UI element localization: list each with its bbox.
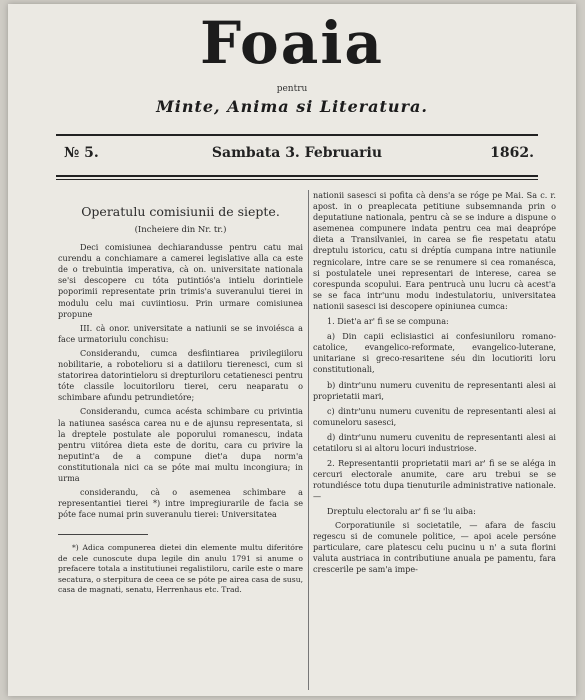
newspaper-subtitle: Minte, Anima si Literatura.: [156, 97, 428, 116]
paragraph: Considerandu, cumca desfiintiarea privilegiiloru nobilitarie, a robotelioru si a datiiloru tierenesci, cum si statorirea datorintieloru si drepturiloru cetatienesci pentru tóte classile locuitoriloru tierei, ceru neaparatu o schimbare afundu petrundietóre;: [58, 347, 303, 403]
paragraph: Considerandu, cumca acésta schimbare cu privintia la natiunea sasésca carea nu e de ajunsu representata, si la dreptele postulate ale poporului romanescu, indata pentru viitórea dieta este de doritu, cara cu privire la neputint'a de a compune diet'a dupa norm'a constitutionala nici ca se póte mai multu incongiura; in urma: [58, 406, 303, 483]
list-item: d) dintr'unu numeru cuvenitu de representanti alesi ai cetatiloru si ai altoru locuri industriose.: [313, 431, 556, 453]
issue-date: Sambata 3. Februariu: [211, 145, 383, 161]
article-subtitle: (Incheiere din Nr. tr.): [134, 225, 227, 235]
list-item: 2. Representantii proprietatii mari ar' fi se se aléga in cercuri electorale anumite, care aru trebui se se rotundiésce totu dupa tienuturile administrative nationale. —: [313, 458, 556, 502]
newspaper-title: Foaia: [200, 9, 384, 77]
paragraph: nationii sasesci si pofita cà dens'a se róge pe Mai. Sa c. r. apost. in o preaplecata petitiune subsemnanda prin o deputatiune nationala, pentru cà se se indure a dispune o asemenea compunere indata pentru cea mai deaprópe dieta a Transilvaniei, in carea se fie respetatu atatu dreptulu istoricu, catu si dréptía cumpana intre natiunile regnicolare, intre care se se renumere si cea romanésca, si postulatele unei representari de interese, carea se corespunda scopului. Eara pentrucà unu lucru cà acest'a se se faca intr'unu modu indestulatoriu, universitatea nationii sasesci isi descopere opiniunea cumca:: [313, 190, 556, 311]
right-column: [313, 190, 556, 578]
column-divider: [308, 190, 309, 690]
paragraph: considerandu, cà o asemenea schimbare a representantiei tierei *) intre impregiurarile de facia se póte face numai prin suveranulu tierei: Universitatea: [58, 487, 303, 520]
issue-year: 1862.: [490, 145, 534, 161]
top-rule: [56, 134, 538, 136]
article-title: Operatulu comisiunii de siepte.: [81, 204, 280, 219]
title-connector: pentru: [276, 84, 308, 94]
newspaper-page: [8, 4, 576, 696]
list-item: c) dintr'unu numeru cuvenitu de representanti alesi ai comuneloru sasesci,: [313, 405, 556, 427]
paragraph: Deci comisiunea dechiarandusse pentru catu mai curendu a conchiamare a camerei legislative alla ca este de o trebuintia imperativa, cà on. universitate nationala se'si descopere cu tóta putintiós'a intielu dorintiele poporimii representate prin trimis'a suveranului tierei in modulu celu mai cuviintiosu. Prin urmare comisiunea propune: [58, 242, 303, 319]
paragraph: III. cà onor. universitate a natiunii se se invoiésca a face urmatoriulu conchisu:: [58, 322, 303, 344]
list-item: b) dintr'unu numeru cuvenitu de representanti alesi ai proprietatii mari,: [313, 379, 556, 401]
bottom-rule-thin: [56, 179, 538, 180]
paragraph: Corporatiunile si societatile, — afara de fasciu regescu si de comunele politice, — apoi acele persóne particulare, care platescu celu pucinu u n' a suta florini valuta austriaca in contributiune anuala pe pamentu, fara crescerile pe sam'a impe-: [313, 519, 556, 574]
issue-number: № 5.: [64, 145, 99, 161]
list-item: Dreptulu electoralu ar' fi se 'lu aiba:: [327, 506, 476, 517]
issue-line: [56, 145, 538, 167]
left-column: [58, 190, 303, 604]
bottom-rule: [56, 175, 538, 177]
footnote: *) Adica compunerea dietei din elemente multu diferitóre de cele cunoscute dupa legile din anulu 1791 si anume o prefacere totala a institutiunei regalistiloru, carile este o mare secatura, o sterpitura de ceea ce se póte pe airea casa de susu, casa de magnati, senatu, Herrenhaus etc. Trad.: [58, 542, 303, 595]
list-item: 1. Diet'a ar' fi se se compuna:: [327, 316, 449, 327]
footnote-rule: [58, 534, 148, 535]
list-item: a) Din capii eclisiastici ai confesiuniloru romano-catolice, evangelico-reformate, evangelico-luterane, unitariane si greco-resaritene séu din locutioriti loru constitutionali,: [313, 331, 556, 375]
